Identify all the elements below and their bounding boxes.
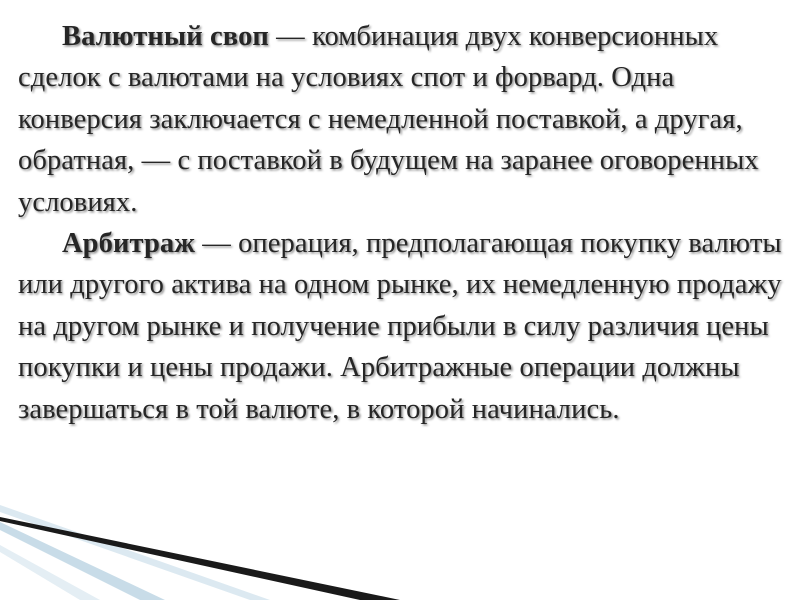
term-arbitrage: Арбитраж (62, 228, 196, 260)
term-currency-swap: Валютный своп (62, 21, 269, 52)
definition-currency-swap: — комбинация двух конверсионных сделок с валютами на условиях спот и форвард. Одна конверсия заключается с немедленной поставкой, а другая, обратная, — с поставкой в будущем на заранее оговоренных условиях. (18, 21, 759, 218)
slide-body (18, 16, 790, 430)
definition-arbitrage: — операция, предполагающая покупку валюты или другого актива на одном рынке, их немедленную продажу на другом рынке и получение прибыли в силу различия цены покупки и цены продажи. Арбитражные операции должны завершаться в той валюте, в которой начинались. (18, 228, 782, 425)
corner-stripe-light-1 (0, 505, 270, 600)
paragraph-currency-swap (18, 16, 790, 223)
paragraph-arbitrage (18, 223, 790, 430)
